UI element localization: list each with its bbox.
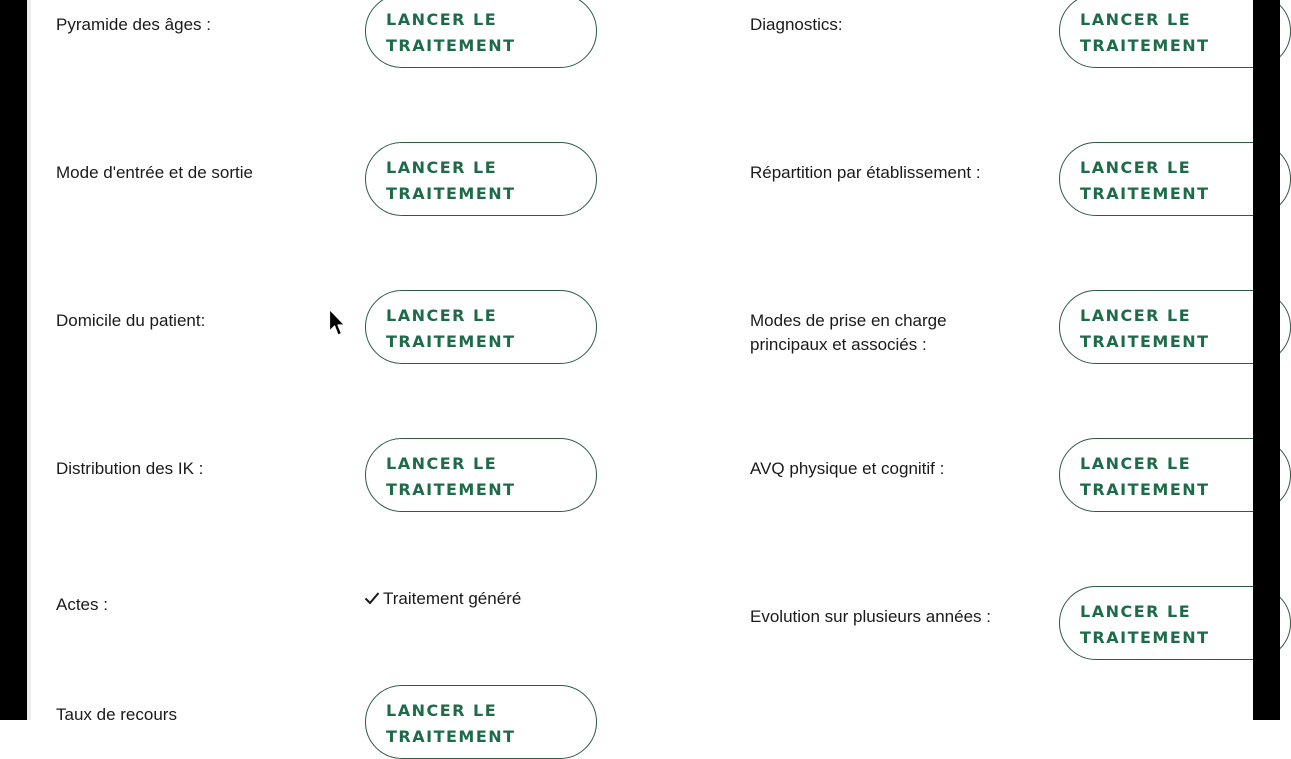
label-pyramide-des-ages: Pyramide des âges : (56, 15, 211, 34)
button-label-line2: TRAITEMENT (386, 184, 516, 203)
launch-button-distribution-des-ik[interactable] (365, 438, 597, 512)
label-actes: Actes : (56, 595, 108, 614)
button-label-line2: TRAITEMENT (1080, 332, 1210, 351)
button-label-line2: TRAITEMENT (1080, 628, 1210, 647)
status-text: Traitement généré (383, 589, 522, 608)
button-label-line2: TRAITEMENT (386, 727, 516, 746)
label-diagnostics: Diagnostics: (750, 15, 843, 34)
launch-button-mode-entree-sortie[interactable] (365, 142, 597, 216)
button-label-line2: TRAITEMENT (1080, 480, 1210, 499)
right-black-bar (1253, 0, 1280, 720)
launch-button-taux-de-recours[interactable] (365, 685, 597, 759)
label-line2: principaux et associés : (750, 335, 927, 354)
button-label-line1: LANCER LE (1080, 10, 1192, 29)
label-evolution-plusieurs-annees: Evolution sur plusieurs années : (750, 607, 991, 626)
button-label-line1: LANCER LE (386, 701, 498, 720)
checkmark-icon (364, 591, 380, 605)
button-label-line1: LANCER LE (1080, 306, 1192, 325)
button-label-line2: TRAITEMENT (386, 480, 516, 499)
launch-button-pyramide-des-ages[interactable] (365, 0, 597, 68)
button-label-line1: LANCER LE (1080, 454, 1192, 473)
status-traitement-genere (364, 587, 521, 611)
left-black-bar (0, 0, 27, 720)
button-label-line1: LANCER LE (1080, 158, 1192, 177)
button-label-line2: TRAITEMENT (1080, 36, 1210, 55)
label-line1: Modes de prise en charge (750, 311, 947, 330)
label-avq-physique-cognitif: AVQ physique et cognitif : (750, 459, 945, 478)
launch-button-domicile-du-patient[interactable] (365, 290, 597, 364)
button-label-line1: LANCER LE (386, 454, 498, 473)
label-distribution-des-ik: Distribution des IK : (56, 459, 204, 478)
button-label-line1: LANCER LE (386, 158, 498, 177)
page-content (31, 0, 1253, 746)
label-domicile-du-patient: Domicile du patient: (56, 311, 206, 330)
button-label-line1: LANCER LE (386, 10, 498, 29)
button-label-line1: LANCER LE (386, 306, 498, 325)
button-label-line2: TRAITEMENT (1080, 184, 1210, 203)
mouse-pointer-icon (328, 308, 346, 338)
label-mode-entree-sortie: Mode d'entrée et de sortie (56, 163, 253, 182)
button-label-line2: TRAITEMENT (386, 332, 516, 351)
button-label-line2: TRAITEMENT (386, 36, 516, 55)
label-modes-de-prise-en-charge (750, 309, 947, 357)
label-repartition-par-etablissement: Répartition par établissement : (750, 163, 981, 182)
button-label-line1: LANCER LE (1080, 602, 1192, 621)
label-taux-de-recours: Taux de recours (56, 705, 177, 724)
